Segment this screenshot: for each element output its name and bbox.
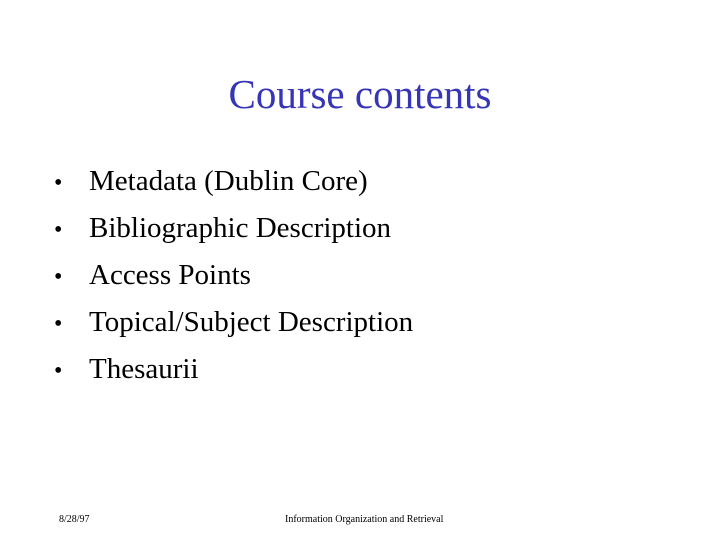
list-item-text: Access Points (89, 259, 251, 291)
list-item (54, 346, 413, 393)
list-item (54, 299, 413, 346)
list-item (54, 252, 413, 299)
bullet-icon: • (54, 170, 63, 196)
footer-title: Information Organization and Retrieval (285, 514, 444, 525)
bullet-icon: • (54, 358, 63, 384)
slide-title-text: Course contents (228, 71, 492, 117)
bullet-list (54, 158, 413, 393)
slide-title (0, 66, 720, 122)
list-item-text: Topical/Subject Description (89, 306, 414, 338)
list-item-text: Bibliographic Description (89, 212, 392, 244)
list-item-text: Metadata (Dublin Core) (89, 165, 368, 197)
list-item (54, 205, 413, 252)
list-item (54, 158, 413, 205)
footer-date: 8/28/97 (59, 514, 90, 525)
bullet-icon: • (54, 311, 63, 337)
bullet-icon: • (54, 217, 63, 243)
bullet-icon: • (54, 264, 63, 290)
list-item-text: Thesaurii (89, 353, 199, 385)
